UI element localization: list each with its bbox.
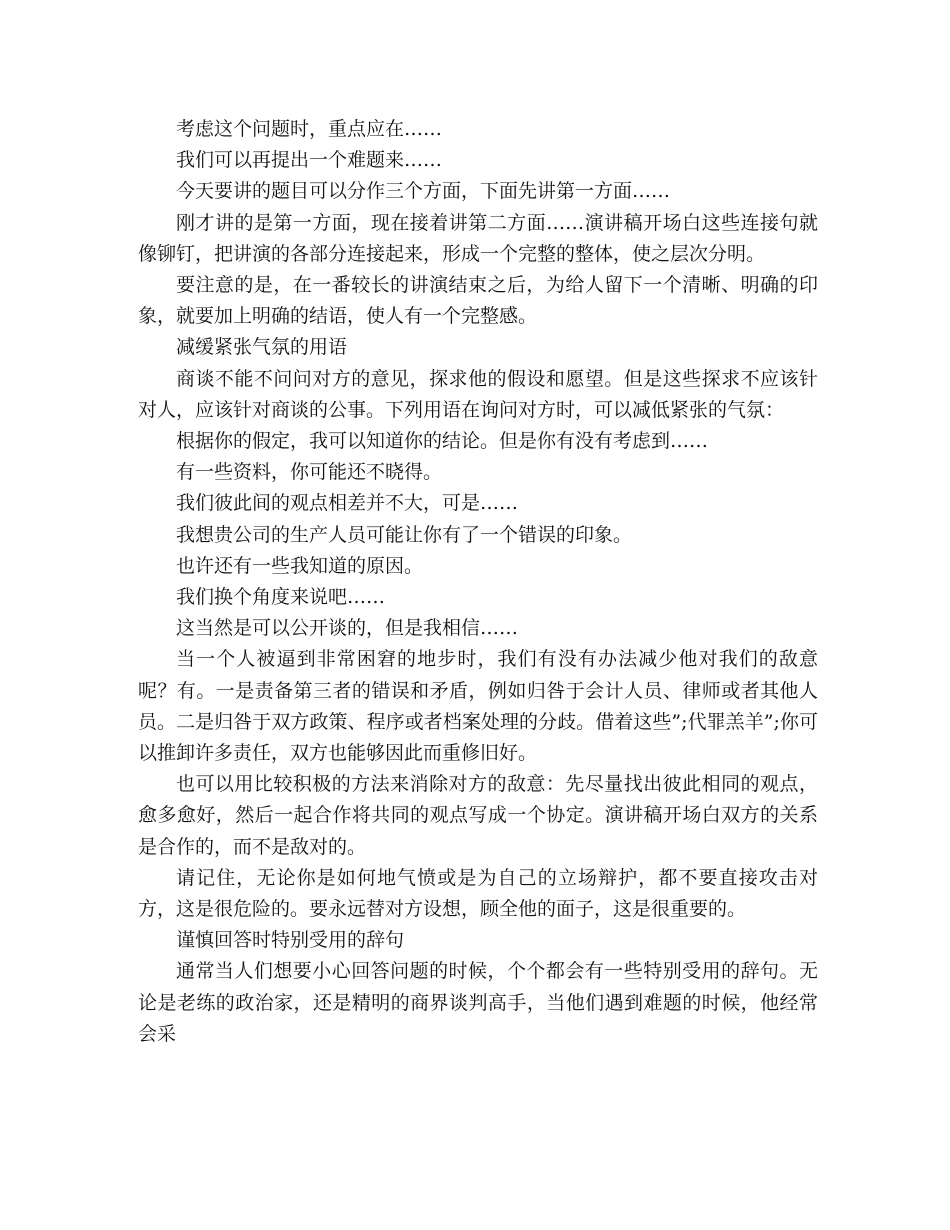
section-heading: 谨慎回答时特别受用的辞句 bbox=[176, 929, 405, 952]
paragraph: 我们可以再提出一个难题来…… bbox=[176, 149, 443, 172]
paragraph: 也可以用比较积极的方法来消除对方的敌意：先尽量找出彼此相同的观点，愈多愈好，然后一起合作将共同的观点写成一个协定。演讲稿开场白双方的关系是合作的，而不是敌对的。 bbox=[138, 773, 818, 858]
paragraph: 通常当人们想要小心回答问题的时候，个个都会有一些特别受用的辞句。无论是老练的政治家，还是精明的商界谈判高手，当他们遇到难题的时候，他经常会采 bbox=[138, 960, 818, 1045]
paragraph: 我想贵公司的生产人员可能让你有了一个错误的印象。 bbox=[176, 523, 633, 546]
paragraph: 我们换个角度来说吧…… bbox=[176, 586, 386, 609]
paragraph: 我们彼此间的观点相差并不大，可是…… bbox=[176, 492, 519, 515]
paragraph: 今天要讲的题目可以分作三个方面，下面先讲第一方面…… bbox=[176, 180, 671, 203]
paragraph: 当一个人被逼到非常困窘的地步时，我们有没有办法减少他对我们的敌意呢？有。一是责备第三者的错误和矛盾，例如归咎于会计人员、律师或者其他人员。二是归咎于双方政策、程序或者档案处理的分歧。借着这些”;代罪羔羊”;你可以推卸许多责任，双方也能够因此而重修旧好。 bbox=[138, 648, 818, 765]
paragraph: 要注意的是，在一番较长的讲演结束之后，为给人留下一个清晰、明确的印象，就要加上明确的结语，使人有一个完整感。 bbox=[138, 274, 818, 328]
document-body bbox=[138, 114, 818, 1050]
paragraph: 也许还有一些我知道的原因。 bbox=[176, 554, 424, 577]
paragraph: 刚才讲的是第一方面，现在接着讲第二方面……演讲稿开场白这些连接句就像铆钉，把讲演的各部分连接起来，形成一个完整的整体，使之层次分明。 bbox=[138, 211, 818, 265]
paragraph: 考虑这个问题时，重点应在…… bbox=[176, 118, 443, 140]
paragraph: 有一些资料，你可能还不晓得。 bbox=[176, 461, 443, 484]
paragraph: 这当然是可以公开谈的，但是我相信…… bbox=[176, 617, 519, 640]
paragraph: 商谈不能不问问对方的意见，探求他的假设和愿望。但是这些探求不应该针对人，应该针对商谈的公事。下列用语在询问对方时，可以减低紧张的气氛： bbox=[138, 367, 818, 421]
paragraph: 根据你的假定，我可以知道你的结论。但是你有没有考虑到…… bbox=[176, 430, 709, 453]
section-heading: 减缓紧张气氛的用语 bbox=[176, 336, 348, 359]
paragraph: 请记住，无论你是如何地气愤或是为自己的立场辩护，都不要直接攻击对方，这是很危险的。要永远替对方设想，顾全他的面子，这是很重要的。 bbox=[138, 866, 818, 921]
